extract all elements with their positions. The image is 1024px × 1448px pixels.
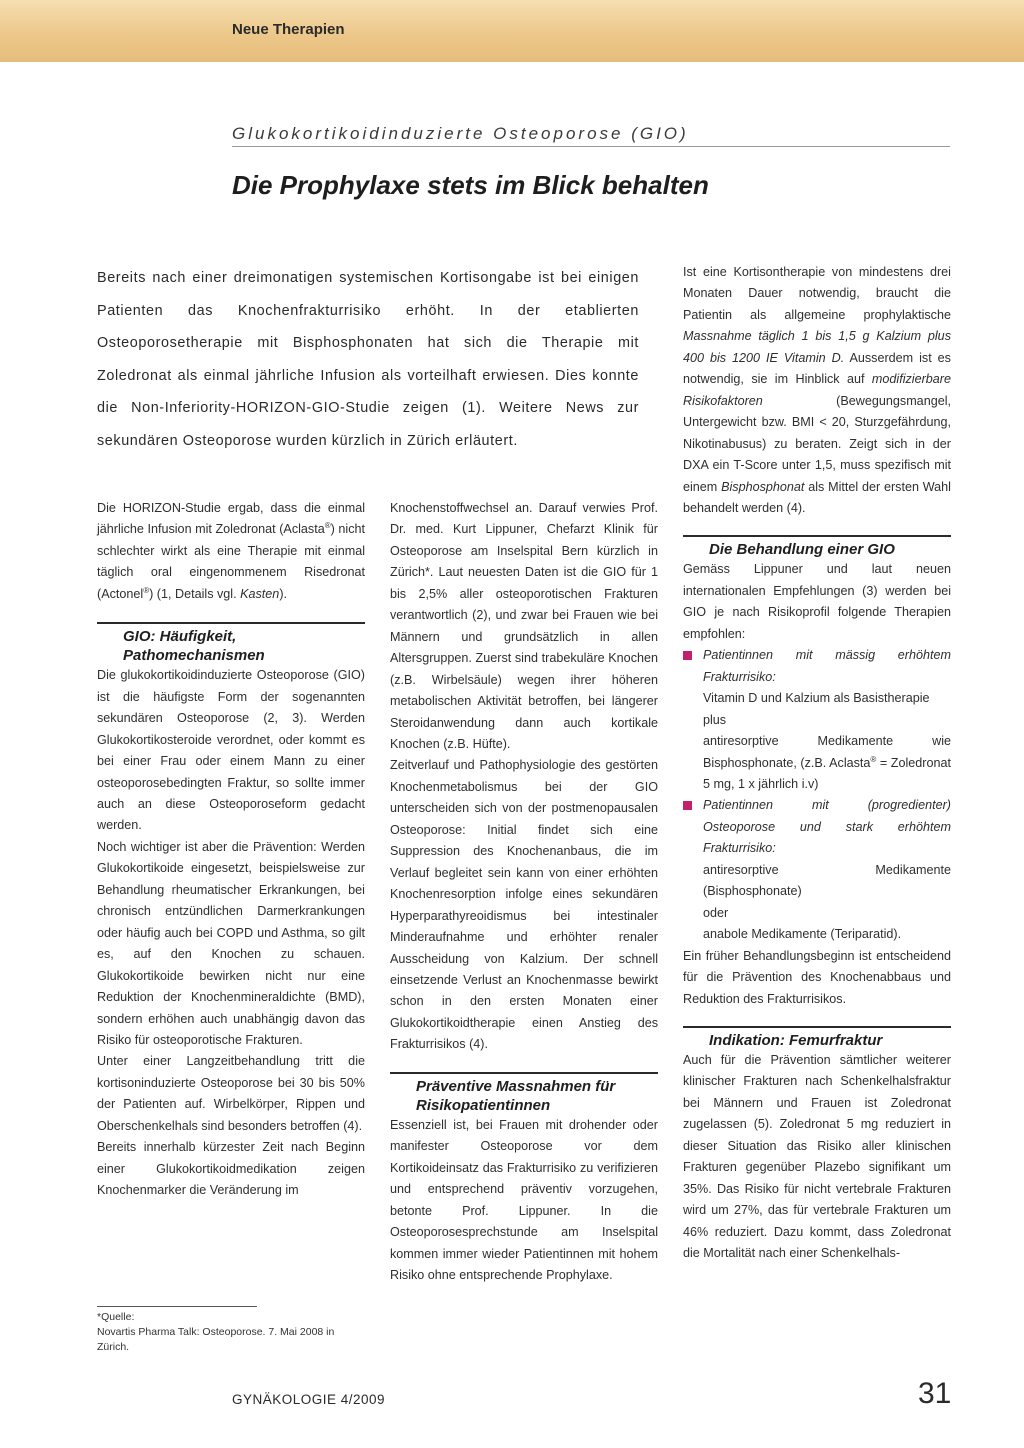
list-item: Patientinnen mit (progredienter) Osteoporose und stark erhöhtem Frakturrisiko:	[683, 795, 951, 859]
paragraph: Knochenstoffwechsel an. Darauf verwies Prof. Dr. med. Kurt Lippuner, Chefarzt Klinik für Osteoporose am Inselspital Bern kürzlich in Zürich*. Laut neuesten Daten ist die GIO für 1 bis 2,5% aller osteoporotischen Frakturen verantwortlich (2), und zwar bei Frauen wie bei Männern und grundsätzlich in allen Altersgruppen. Zuerst sind trabekuläre Knochen (z.B. Wirbelsäule) wegen ihrer höheren metabolischen Aktivität betroffen, bei längerer Steroidanwendung dann auch kortikale Knochen (z.B. Hüfte).	[390, 501, 658, 751]
footnote-label: *Quelle:	[97, 1311, 135, 1323]
paragraph: Gemäss Lippuner und laut neuen internationalen Empfehlungen (3) werden bei GIO je nach Risikoprofil folgende Therapien empfohlen:	[683, 562, 951, 641]
list-item: Patientinnen mit mässig erhöhtem Frakturrisiko:	[683, 645, 951, 688]
paragraph: Zeitverlauf und Pathophysiologie des gestörten Knochenmetabolismus bei der GIO unterscheiden sich von der postmenopausalen Osteoporose: Initial findet sich eine Suppression des Knochenanbaus, die im Verlauf begleitet sein kann von einer erhöhten Knochenresorption infolge eines sekundären Hyperparathyreoidismus bei intestinaler Minderaufnahme und erhöhter renaler Ausscheidung von Kalzium. Der schnell einsetzende Verlust an Knochenmasse bewirkt schon in den ersten Monaten einer Glukokortikoidtherapie einen Anstieg des Frakturrisikos (4).	[390, 758, 658, 1052]
paragraph: Noch wichtiger ist aber die Prävention: Werden Glukokortikoide eingesetzt, beispielsweise zur Behandlung rheumatischer Erkrankungen, bei chronisch entzündlichen Darmerkrankungen oder häufig auch bei COPD und Asthma, so gilt es, auf den Knochen zu schauen. Glukokortikoide bewirken nicht nur eine Reduktion der Knochenmineraldichte (BMD), sondern erhöhen auch unabhängig davon das Risiko für osteoporotische Frakturen.	[97, 839, 365, 1047]
paragraph: Ist eine Kortisontherapie von mindestens drei Monaten Dauer notwendig, braucht die Patientin als allgemeine prophylaktische Massnahme täglich 1 bis 1,5 g Kalzium plus 400 bis 1200 IE Vitamin D. Ausserdem ist es notwendig, sie im Hinblick auf modifizierbare Risikofaktoren (Bewegungsmangel, Untergewicht bzw. BMI < 20, Sturzgefährdung, Nikotinabusus) zu beraten. Zeigt sich in der DXA ein T-Score unter 1,5, muss spezifisch mit einem Bisphosphonat als Mittel der ersten Wahl behandelt werden (4).	[683, 265, 951, 515]
column-3: Ist eine Kortisontherapie von mindestens drei Monaten Dauer notwendig, braucht die Patientin als allgemeine prophylaktische Massnahme täglich 1 bis 1,5 g Kalzium plus 400 bis 1200 IE Vitamin D. Ausserdem ist es notwendig, sie im Hinblick auf modifizierbare Risikofaktoren (Bewegungsmangel, Untergewicht bzw. BMI < 20, Sturzgefährdung, Nikotinabusus) zu beraten. Zeigt sich in der DXA ein T-Score unter 1,5, muss spezifisch mit einem Bisphosphonat als Mittel der ersten Wahl behandelt werden (4). Die Behandlung einer GIO Gemäss Lippuner und laut neuen internationalen Empfehlungen (3) werden bei GIO je nach Risikoprofil folgende Therapien empfohlen: Patientinnen mit mässig erhöhtem Frakturrisiko: Vitamin D und Kalzium als Basistherapie plus antiresorptive Medikamente wie Bisphosphonate, (z.B. Aclasta® = Zoledronat 5 mg, 1 x jährlich i.v) Patientinnen mit (progredienter) Osteoporose und stark erhöhtem Frakturrisiko: antiresorptive Medikamente (Bisphosphonate) oder anabole Medikamente (Teriparatid). Ein früher Behandlungsbeginn ist entscheidend für die Prävention des Knochenabbaus und Reduktion des Frakturrisikos. Indikation: Femurfraktur Auch für die Prävention sämtlicher weiterer klinischer Frakturen nach Schenkelhalsfraktur bei Männern und Frauen ist Zoledronat zugelassen (5). Zoledronat 5 mg reduziert in dieser Situation das Risiko aller klinischen Frakturen gegenüber Plazebo signifikant um 35%. Das Risiko für nicht vertebrale Frakturen wird um 27%, das für vertebrale Frakturen um 46% reduziert. Dazu kommt, dass Zoledronat die Mortalität nach einer Schenkelhals-	[683, 262, 951, 1264]
paragraph: Essenziell ist, bei Frauen mit drohender oder manifester Osteoporose vor dem Kortikoideinsatz das Frakturrisiko zu verifizieren und entsprechend präventiv vorzugehen, betonte Prof. Lippuner. In die Osteoporosesprechstunde am Inselspital kommen immer wieder Patientinnen mit hohem Risiko ohne entsprechende Prophylaxe.	[390, 1117, 658, 1282]
header-band	[0, 0, 1024, 62]
footnote	[97, 1306, 367, 1355]
paragraph: Die HORIZON-Studie ergab, dass die einmal jährliche Infusion mit Zoledronat (Aclasta®) nicht schlechter wirkt als eine Therapie mit einmal täglich oral eingenommenem Risedronat (Actonel®) (1, Details vgl. Kasten).	[97, 501, 365, 601]
kicker-rule	[232, 146, 950, 147]
subheading: Präventive Massnahmen für Risikopatientinnen	[390, 1072, 658, 1115]
article-kicker: Glukokortikoidinduzierte Osteoporose (GIO)	[232, 124, 689, 143]
square-bullet-icon	[683, 651, 692, 660]
subheading: Indikation: Femurfraktur	[683, 1026, 951, 1050]
paragraph: Auch für die Prävention sämtlicher weiterer klinischer Frakturen nach Schenkelhalsfraktur bei Männern und Frauen ist Zoledronat zugelassen (5). Zoledronat 5 mg reduziert in dieser Situation das Risiko aller klinischen Frakturen gegenüber Plazebo signifikant um 35%. Das Risiko für nicht vertebrale Frakturen wird um 27%, das für vertebrale Frakturen um 46% reduziert. Dazu kommt, dass Zoledronat die Mortalität nach einer Schenkelhals-	[683, 1052, 951, 1261]
journal-footer: GYNÄKOLOGIE 4/2009	[232, 1392, 386, 1407]
column-2	[390, 498, 658, 1286]
paragraph: Bereits innerhalb kürzester Zeit nach Beginn einer Glukokortikoidmedikation zeigen Knochenmarker die Veränderung im	[97, 1140, 365, 1198]
article-lead: Bereits nach einer dreimonatigen systemischen Kortisongabe ist bei einigen Patienten das Knochenfrakturrisiko erhöht. In der etablierten Osteoporosetherapie mit Bisphosphonaten hat sich die Therapie mit Zoledronat als einmal jährliche Infusion als vorteilhaft erwiesen. Dies konnte die Non-Inferiority-HORIZON-GIO-Studie zeigen (1). Weitere News zur sekundären Osteoporose wurden kürzlich in Zürich erläutert.	[97, 270, 639, 449]
square-bullet-icon	[683, 801, 692, 810]
paragraph: Die glukokortikoidinduzierte Osteoporose (GIO) ist die häufigste Form der sogenannten sekundären Osteoporose (2, 3). Werden Glukokortikosteroide verordnet, oder kommt es bei einer Frau oder einem Mann zu einer osteoporosebedingten Fraktur, so sollte immer auch an diese Osteoporoseform gedacht werden.	[97, 668, 365, 833]
column-1	[97, 498, 365, 1202]
paragraph: Unter einer Langzeitbehandlung tritt die kortisoninduzierte Osteoporose bei 30 bis 50% der Patienten auf. Wirbelkörper, Rippen und Oberschenkelhals sind besonders betroffen (4).	[97, 1054, 365, 1133]
subheading: GIO: Häufigkeit, Pathomechanismen	[97, 622, 365, 665]
paragraph: Ein früher Behandlungsbeginn ist entscheidend für die Prävention des Knochenabbaus und Reduktion des Frakturrisikos.	[683, 948, 951, 1006]
section-label: Neue Therapien	[232, 21, 345, 38]
page-number: 31	[918, 1377, 952, 1410]
article-title: Die Prophylaxe stets im Blick behalten	[232, 170, 709, 200]
subheading: Die Behandlung einer GIO	[683, 535, 951, 559]
footnote-text: Novartis Pharma Talk: Osteoporose. 7. Mai 2008 in Zürich.	[97, 1326, 335, 1353]
